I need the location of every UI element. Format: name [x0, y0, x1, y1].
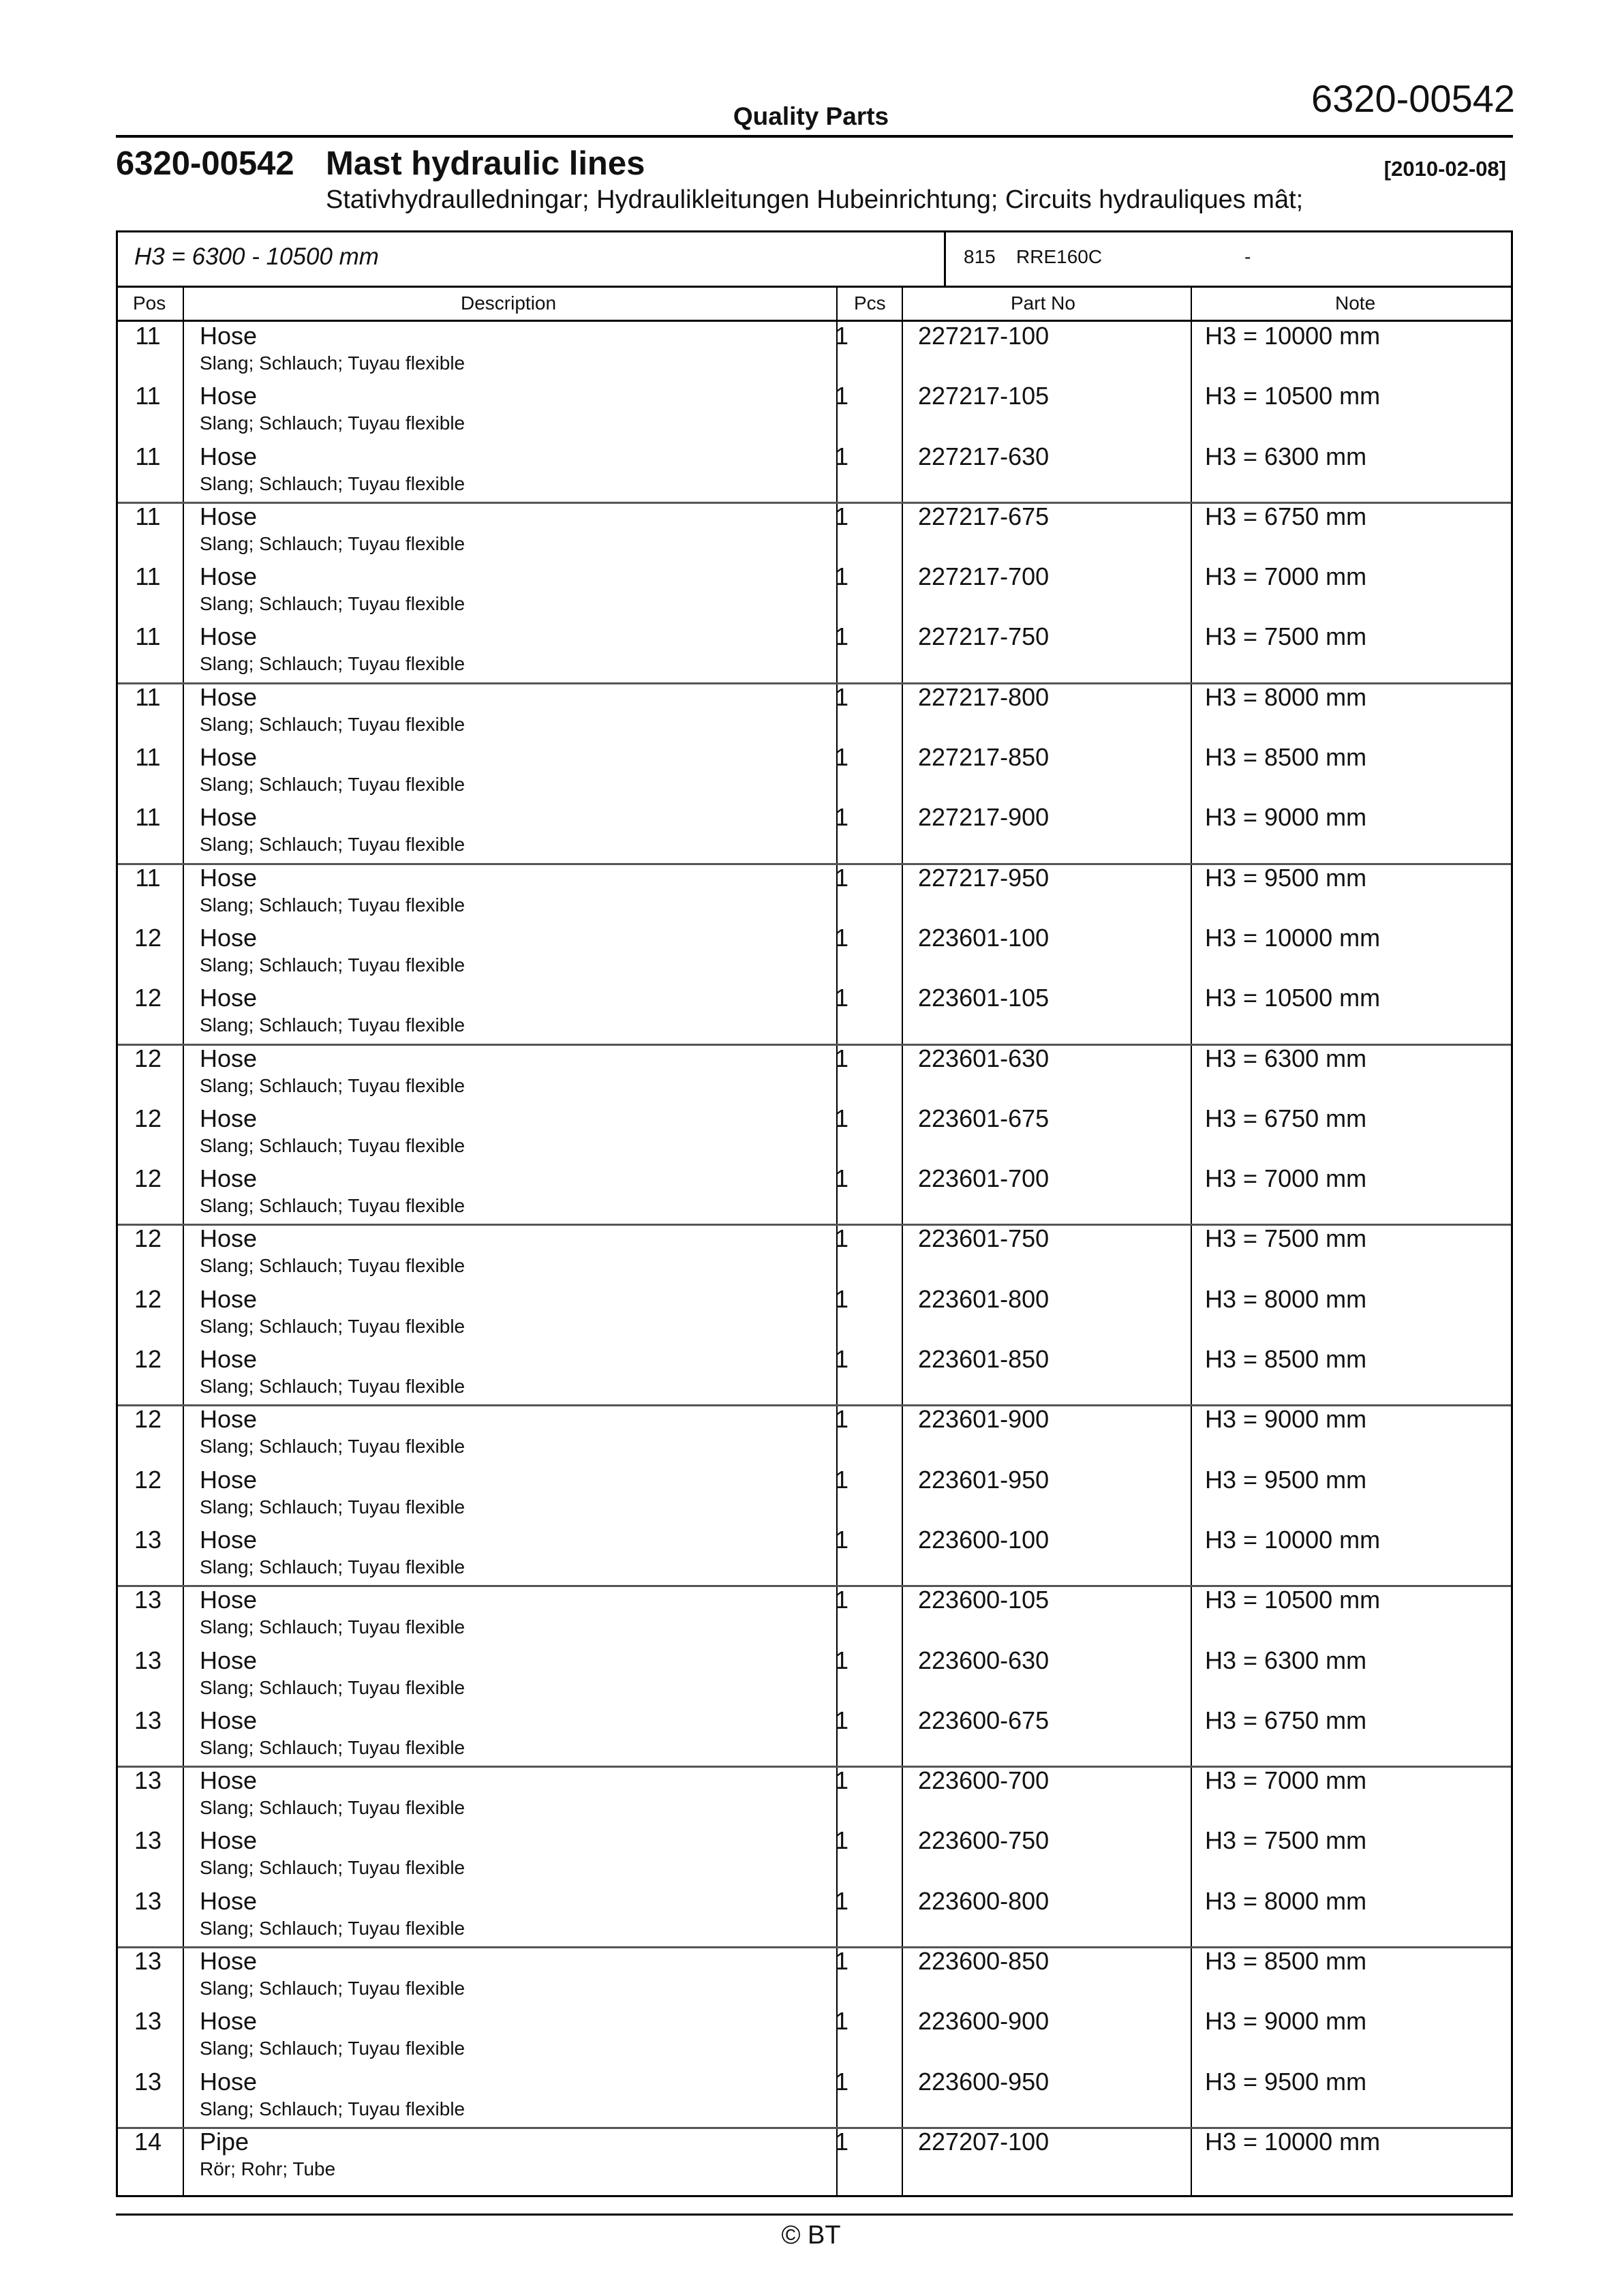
- row-pos: 12: [134, 1284, 162, 1313]
- row-name: Hose: [200, 1405, 258, 1434]
- col-pos: Pos: [133, 292, 166, 314]
- row-note: H3 = 8000 mm: [1205, 1886, 1367, 1915]
- row-name: Hose: [200, 2007, 258, 2036]
- row-pcs: 1: [835, 1345, 849, 1374]
- row-note: H3 = 8500 mm: [1205, 743, 1367, 772]
- row-translation: Slang; Schlauch; Tuyau flexible: [200, 1676, 465, 1698]
- page-title: Mast hydraulic lines: [326, 145, 645, 182]
- row-part-no: 223600-105: [918, 1586, 1050, 1614]
- row-name: Hose: [200, 1766, 258, 1795]
- row-note: H3 = 10500 mm: [1205, 1586, 1381, 1614]
- row-translation: Slang; Schlauch; Tuyau flexible: [200, 1496, 465, 1517]
- row-pcs: 1: [835, 1826, 849, 1855]
- row-translation: Slang; Schlauch; Tuyau flexible: [200, 1134, 465, 1156]
- row-note: H3 = 9500 mm: [1205, 1465, 1367, 1494]
- row-pcs: 1: [835, 1284, 849, 1313]
- row-translation: Slang; Schlauch; Tuyau flexible: [200, 1857, 465, 1879]
- row-pcs: 1: [835, 984, 849, 1012]
- table-row: [118, 1947, 1511, 2007]
- row-name: Hose: [200, 1706, 258, 1734]
- row-translation: Slang; Schlauch; Tuyau flexible: [200, 894, 465, 916]
- row-part-no: 227217-100: [918, 322, 1050, 350]
- row-name: Hose: [200, 923, 258, 952]
- row-part-no: 227217-950: [918, 863, 1050, 892]
- table-row: [118, 502, 1511, 562]
- table-row: [118, 322, 1511, 382]
- row-name: Hose: [200, 1224, 258, 1253]
- row-part-no: 227217-675: [918, 502, 1050, 530]
- row-note: H3 = 7500 mm: [1205, 1224, 1367, 1253]
- row-part-no: 223601-800: [918, 1284, 1050, 1313]
- row-pos: 11: [135, 622, 161, 651]
- model-number: 815: [964, 246, 996, 267]
- row-note: H3 = 7000 mm: [1205, 1164, 1367, 1193]
- row-part-no: 223601-700: [918, 1164, 1050, 1193]
- table-row: [118, 1526, 1511, 1586]
- row-translation: Slang; Schlauch; Tuyau flexible: [200, 593, 465, 615]
- row-part-no: 223600-700: [918, 1766, 1050, 1795]
- row-pos: 12: [134, 1164, 162, 1193]
- row-translation: Slang; Schlauch; Tuyau flexible: [200, 472, 465, 494]
- row-pos: 11: [135, 682, 161, 711]
- row-pos: 12: [134, 1224, 162, 1253]
- page-date: [2010-02-08]: [1383, 157, 1506, 181]
- row-note: H3 = 6300 mm: [1205, 1044, 1367, 1072]
- table-row: [118, 743, 1511, 803]
- table-body: [118, 322, 1511, 2188]
- row-pcs: 1: [835, 502, 849, 530]
- row-name: Hose: [200, 743, 258, 772]
- row-name: Hose: [200, 1886, 258, 1915]
- row-pos: 13: [134, 1766, 162, 1795]
- row-name: Hose: [200, 442, 258, 470]
- row-part-no: 227217-800: [918, 682, 1050, 711]
- row-pos: 12: [134, 1405, 162, 1434]
- row-note: H3 = 7000 mm: [1205, 1766, 1367, 1795]
- col-note: Note: [1335, 292, 1376, 314]
- row-pos: 12: [134, 1104, 162, 1132]
- row-translation: Slang; Schlauch; Tuyau flexible: [200, 2038, 465, 2059]
- row-pos: 12: [134, 923, 162, 952]
- row-name: Hose: [200, 1465, 258, 1494]
- row-pcs: 1: [835, 622, 849, 651]
- row-note: H3 = 10000 mm: [1205, 2127, 1381, 2156]
- row-part-no: 227217-850: [918, 743, 1050, 772]
- page-title-code: 6320-00542: [116, 145, 294, 182]
- row-pos: 11: [135, 442, 161, 470]
- table-row: [118, 442, 1511, 502]
- row-part-no: 227207-100: [918, 2127, 1050, 2156]
- table-row: [118, 1826, 1511, 1886]
- row-note: H3 = 6750 mm: [1205, 502, 1367, 530]
- row-name: Hose: [200, 803, 258, 832]
- row-part-no: 223600-800: [918, 1886, 1050, 1915]
- row-part-no: 223600-100: [918, 1525, 1050, 1554]
- row-pcs: 1: [835, 923, 849, 952]
- row-name: Hose: [200, 1164, 258, 1193]
- row-translation: Slang; Schlauch; Tuyau flexible: [200, 1315, 465, 1337]
- row-note: H3 = 10000 mm: [1205, 1525, 1381, 1554]
- table-row: [118, 562, 1511, 622]
- row-translation: Slang; Schlauch; Tuyau flexible: [200, 1556, 465, 1577]
- row-name: Hose: [200, 562, 258, 591]
- table-row: [118, 1104, 1511, 1164]
- row-note: H3 = 9000 mm: [1205, 803, 1367, 832]
- row-pos: 11: [135, 562, 161, 591]
- row-pos: 11: [135, 382, 161, 410]
- row-translation: Slang; Schlauch; Tuyau flexible: [200, 834, 465, 856]
- row-part-no: 223600-750: [918, 1826, 1050, 1855]
- h3-range: H3 = 6300 - 10500 mm: [134, 243, 379, 270]
- row-pos: 13: [134, 1706, 162, 1734]
- row-part-no: 223600-675: [918, 1706, 1050, 1734]
- row-pos: 13: [134, 1886, 162, 1915]
- footer-divider: [116, 2214, 1513, 2216]
- row-note: H3 = 6300 mm: [1205, 442, 1367, 470]
- table-row: [118, 382, 1511, 442]
- row-note: H3 = 10000 mm: [1205, 322, 1381, 350]
- row-part-no: 227217-750: [918, 622, 1050, 651]
- row-pos: 11: [135, 803, 161, 832]
- row-note: H3 = 9500 mm: [1205, 863, 1367, 892]
- row-note: H3 = 9000 mm: [1205, 2007, 1367, 2036]
- row-translation: Slang; Schlauch; Tuyau flexible: [200, 1074, 465, 1096]
- table-row: [118, 924, 1511, 984]
- row-part-no: 223601-100: [918, 923, 1050, 952]
- row-name: Hose: [200, 1525, 258, 1554]
- row-pos: 14: [134, 2127, 162, 2156]
- row-translation: Slang; Schlauch; Tuyau flexible: [200, 1376, 465, 1398]
- model-variant: RRE160C: [1016, 246, 1103, 267]
- row-pos: 12: [134, 1465, 162, 1494]
- row-pos: 11: [135, 863, 161, 892]
- row-translation: Slang; Schlauch; Tuyau flexible: [200, 1797, 465, 1819]
- info-extra: -: [1244, 246, 1251, 267]
- row-pcs: 1: [835, 1766, 849, 1795]
- row-part-no: 223600-630: [918, 1646, 1050, 1674]
- row-pos: 13: [134, 2007, 162, 2036]
- row-pcs: 1: [835, 2007, 849, 2036]
- row-note: H3 = 9500 mm: [1205, 2067, 1367, 2096]
- row-pcs: 1: [835, 1405, 849, 1434]
- row-translation: Slang; Schlauch; Tuyau flexible: [200, 2098, 465, 2119]
- table-row: [118, 2068, 1511, 2128]
- row-part-no: 223600-850: [918, 1947, 1050, 1976]
- row-name: Hose: [200, 682, 258, 711]
- row-translation: Slang; Schlauch; Tuyau flexible: [200, 1436, 465, 1457]
- row-translation: Slang; Schlauch; Tuyau flexible: [200, 1195, 465, 1217]
- table-row: [118, 1345, 1511, 1405]
- row-name: Hose: [200, 1345, 258, 1374]
- row-translation: Slang; Schlauch; Tuyau flexible: [200, 1917, 465, 1939]
- table-row: [118, 1164, 1511, 1224]
- row-part-no: 223601-675: [918, 1104, 1050, 1132]
- col-pcs: Pcs: [854, 292, 886, 314]
- row-pcs: 1: [835, 1104, 849, 1132]
- row-pcs: 1: [835, 442, 849, 470]
- row-pos: 13: [134, 1646, 162, 1674]
- row-note: H3 = 10500 mm: [1205, 382, 1381, 410]
- table-row: [118, 1586, 1511, 1646]
- table-row: [118, 2007, 1511, 2067]
- row-note: H3 = 6750 mm: [1205, 1104, 1367, 1132]
- row-part-no: 227217-630: [918, 442, 1050, 470]
- table-row: [118, 1405, 1511, 1465]
- row-translation: Slang; Schlauch; Tuyau flexible: [200, 774, 465, 796]
- row-part-no: 223600-950: [918, 2067, 1050, 2096]
- row-note: H3 = 8000 mm: [1205, 682, 1367, 711]
- row-name: Hose: [200, 2067, 258, 2096]
- row-pcs: 1: [835, 1525, 849, 1554]
- header-doc-code: 6320-00542: [1311, 77, 1515, 120]
- row-part-no: 223601-850: [918, 1345, 1050, 1374]
- row-note: H3 = 6750 mm: [1205, 1706, 1367, 1734]
- table-row: [118, 683, 1511, 743]
- row-name: Hose: [200, 382, 258, 410]
- row-part-no: 223600-900: [918, 2007, 1050, 2036]
- table-info-row: [118, 232, 1511, 288]
- row-translation: Slang; Schlauch; Tuyau flexible: [200, 1014, 465, 1036]
- row-note: H3 = 6300 mm: [1205, 1646, 1367, 1674]
- row-pcs: 1: [835, 803, 849, 832]
- column-headers: [118, 286, 1511, 322]
- table-row: [118, 2128, 1511, 2188]
- row-note: H3 = 7000 mm: [1205, 562, 1367, 591]
- row-pos: 11: [135, 502, 161, 530]
- row-translation: Slang; Schlauch; Tuyau flexible: [200, 412, 465, 434]
- row-part-no: 227217-105: [918, 382, 1050, 410]
- row-name: Hose: [200, 502, 258, 530]
- row-pcs: 1: [835, 382, 849, 410]
- header-title: Quality Parts: [733, 102, 889, 130]
- row-pcs: 1: [835, 1646, 849, 1674]
- row-name: Hose: [200, 1646, 258, 1674]
- row-pcs: 1: [835, 1044, 849, 1072]
- table-row: [118, 864, 1511, 924]
- row-part-no: 227217-900: [918, 803, 1050, 832]
- table-row: [118, 1044, 1511, 1104]
- row-translation: Slang; Schlauch; Tuyau flexible: [200, 954, 465, 976]
- table-row: [118, 803, 1511, 863]
- page-subtitle: Stativhydraulledningar; Hydraulikleitungen Hubeinrichtung; Circuits hydrauliques mât;: [326, 185, 1304, 214]
- row-translation: Slang; Schlauch; Tuyau flexible: [200, 352, 465, 374]
- row-name: Hose: [200, 622, 258, 651]
- row-name: Hose: [200, 1947, 258, 1976]
- row-pcs: 1: [835, 743, 849, 772]
- row-pos: 13: [134, 1525, 162, 1554]
- row-part-no: 223601-630: [918, 1044, 1050, 1072]
- table-row: [118, 1646, 1511, 1706]
- row-pos: 13: [134, 2067, 162, 2096]
- row-note: H3 = 8000 mm: [1205, 1284, 1367, 1313]
- row-note: H3 = 8500 mm: [1205, 1947, 1367, 1976]
- row-pcs: 1: [835, 2127, 849, 2156]
- row-translation: Slang; Schlauch; Tuyau flexible: [200, 713, 465, 735]
- row-part-no: 223601-105: [918, 984, 1050, 1012]
- row-translation: Slang; Schlauch; Tuyau flexible: [200, 1616, 465, 1638]
- row-translation: Slang; Schlauch; Tuyau flexible: [200, 1736, 465, 1758]
- row-name: Hose: [200, 863, 258, 892]
- row-pcs: 1: [835, 1706, 849, 1734]
- table-row: [118, 1285, 1511, 1345]
- row-pos: 12: [134, 984, 162, 1012]
- row-pos: 13: [134, 1586, 162, 1614]
- row-part-no: 227217-700: [918, 562, 1050, 591]
- row-name: Hose: [200, 1104, 258, 1132]
- row-name: Hose: [200, 1284, 258, 1313]
- row-pcs: 1: [835, 863, 849, 892]
- header-divider: [116, 135, 1513, 138]
- table-row: [118, 984, 1511, 1044]
- row-name: Hose: [200, 322, 258, 350]
- row-pos: 13: [134, 1947, 162, 1976]
- row-pos: 13: [134, 1826, 162, 1855]
- row-translation: Slang; Schlauch; Tuyau flexible: [200, 1978, 465, 1999]
- col-description: Description: [461, 292, 557, 314]
- row-pcs: 1: [835, 1465, 849, 1494]
- footer-copyright: © BT: [781, 2221, 841, 2250]
- row-pos: 12: [134, 1345, 162, 1374]
- row-note: H3 = 10500 mm: [1205, 984, 1381, 1012]
- row-pcs: 1: [835, 1224, 849, 1253]
- parts-table: [116, 230, 1513, 2197]
- row-pos: 11: [135, 743, 161, 772]
- row-note: H3 = 8500 mm: [1205, 1345, 1367, 1374]
- row-note: H3 = 9000 mm: [1205, 1405, 1367, 1434]
- table-row: [118, 1766, 1511, 1826]
- row-name: Hose: [200, 984, 258, 1012]
- row-translation: Slang; Schlauch; Tuyau flexible: [200, 1255, 465, 1277]
- row-pcs: 1: [835, 1886, 849, 1915]
- table-row: [118, 1224, 1511, 1284]
- row-pcs: 1: [835, 1164, 849, 1193]
- row-pcs: 1: [835, 1947, 849, 1976]
- table-row: [118, 622, 1511, 682]
- row-pos: 12: [134, 1044, 162, 1072]
- row-name: Hose: [200, 1586, 258, 1614]
- row-name: Pipe: [200, 2127, 249, 2156]
- row-part-no: 223601-950: [918, 1465, 1050, 1494]
- row-pos: 11: [135, 322, 161, 350]
- row-note: H3 = 7500 mm: [1205, 622, 1367, 651]
- row-translation: Slang; Schlauch; Tuyau flexible: [200, 532, 465, 554]
- table-row: [118, 1887, 1511, 1947]
- row-pcs: 1: [835, 2067, 849, 2096]
- row-translation: Rör; Rohr; Tube: [200, 2158, 336, 2179]
- row-translation: Slang; Schlauch; Tuyau flexible: [200, 653, 465, 675]
- row-pcs: 1: [835, 562, 849, 591]
- table-row: [118, 1466, 1511, 1526]
- row-name: Hose: [200, 1826, 258, 1855]
- col-part-no: Part No: [1011, 292, 1075, 314]
- table-row: [118, 1706, 1511, 1766]
- info-divider: [944, 232, 946, 286]
- row-name: Hose: [200, 1044, 258, 1072]
- row-part-no: 223601-900: [918, 1405, 1050, 1434]
- row-pcs: 1: [835, 1586, 849, 1614]
- row-part-no: 223601-750: [918, 1224, 1050, 1253]
- row-note: H3 = 10000 mm: [1205, 923, 1381, 952]
- row-pcs: 1: [835, 322, 849, 350]
- row-pcs: 1: [835, 682, 849, 711]
- row-note: H3 = 7500 mm: [1205, 1826, 1367, 1855]
